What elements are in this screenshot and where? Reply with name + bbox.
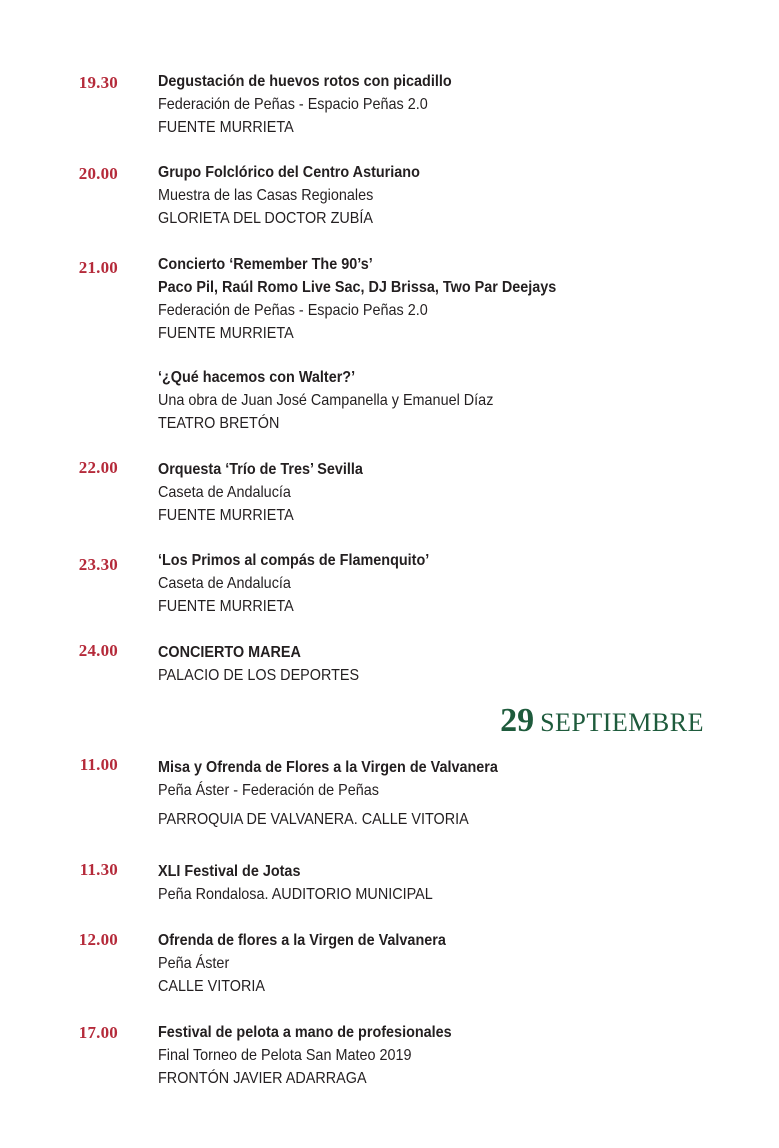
event-time: 11.30 bbox=[79, 860, 118, 879]
event-location: CALLE VITORIA bbox=[158, 978, 265, 995]
event-location: FUENTE MURRIETA bbox=[158, 325, 294, 342]
event-location: PARROQUIA DE VALVANERA. CALLE VITORIA bbox=[158, 811, 469, 828]
event-title: Misa y Ofrenda de Flores a la Virgen de Valvanera bbox=[158, 759, 498, 776]
event-location: FUENTE MURRIETA bbox=[158, 598, 294, 615]
event-title: XLI Festival de Jotas bbox=[158, 863, 301, 880]
event-organizer: Caseta de Andalucía bbox=[158, 484, 291, 501]
event-location: GLORIETA DEL DOCTOR ZUBÍA bbox=[158, 210, 373, 227]
event-time: 12.00 bbox=[78, 930, 118, 949]
event-time: 21.00 bbox=[78, 258, 118, 277]
event-title: Concierto ‘Remember The 90’s’ bbox=[158, 256, 373, 273]
event-location: FUENTE MURRIETA bbox=[158, 507, 294, 524]
event-time: 24.00 bbox=[78, 641, 118, 660]
event-location: PALACIO DE LOS DEPORTES bbox=[158, 667, 360, 684]
event-time: 19.30 bbox=[78, 73, 118, 92]
event-organizer: Federación de Peñas - Espacio Peñas 2.0 bbox=[158, 302, 428, 319]
event-subtitle: Paco Pil, Raúl Romo Live Sac, DJ Brissa, Two Par Deejays bbox=[158, 279, 557, 296]
event-title: Grupo Folclórico del Centro Asturiano bbox=[158, 164, 420, 181]
day-month: SEPTIEMBRE bbox=[540, 708, 704, 737]
event-location: TEATRO BRETÓN bbox=[158, 415, 280, 432]
event-title: ‘Los Primos al compás de Flamenquito’ bbox=[158, 552, 430, 569]
event-organizer: Peña Áster - Federación de Peñas bbox=[158, 782, 379, 799]
event-title: Ofrenda de flores a la Virgen de Valvanera bbox=[158, 932, 446, 949]
event-organizer: Muestra de las Casas Regionales bbox=[158, 187, 374, 204]
event-title: CONCIERTO MAREA bbox=[158, 644, 301, 661]
event-time: 20.00 bbox=[78, 164, 118, 183]
event-organizer: Caseta de Andalucía bbox=[158, 575, 291, 592]
event-organizer: Federación de Peñas - Espacio Peñas 2.0 bbox=[158, 96, 428, 113]
event-organizer: Peña Áster bbox=[158, 955, 230, 972]
event-organizer: Final Torneo de Pelota San Mateo 2019 bbox=[158, 1047, 412, 1064]
event-time: 22.00 bbox=[78, 458, 118, 477]
event-time: 23.30 bbox=[78, 555, 118, 574]
event-location: FRONTÓN JAVIER ADARRAGA bbox=[158, 1070, 367, 1087]
event-title: Degustación de huevos rotos con picadillo bbox=[158, 73, 452, 90]
event-title: Orquesta ‘Trío de Tres’ Sevilla bbox=[158, 461, 363, 478]
event-organizer: Una obra de Juan José Campanella y Emanuel Díaz bbox=[158, 392, 494, 409]
day-number: 29 bbox=[500, 702, 535, 739]
event-location: FUENTE MURRIETA bbox=[158, 119, 294, 136]
event-organizer: Peña Rondalosa. AUDITORIO MUNICIPAL bbox=[158, 886, 433, 903]
event-time: 11.00 bbox=[79, 755, 118, 774]
event-title: ‘¿Qué hacemos con Walter?’ bbox=[158, 369, 356, 386]
event-time: 17.00 bbox=[78, 1023, 118, 1042]
event-title: Festival de pelota a mano de profesionales bbox=[158, 1024, 452, 1041]
day-heading bbox=[500, 702, 704, 740]
